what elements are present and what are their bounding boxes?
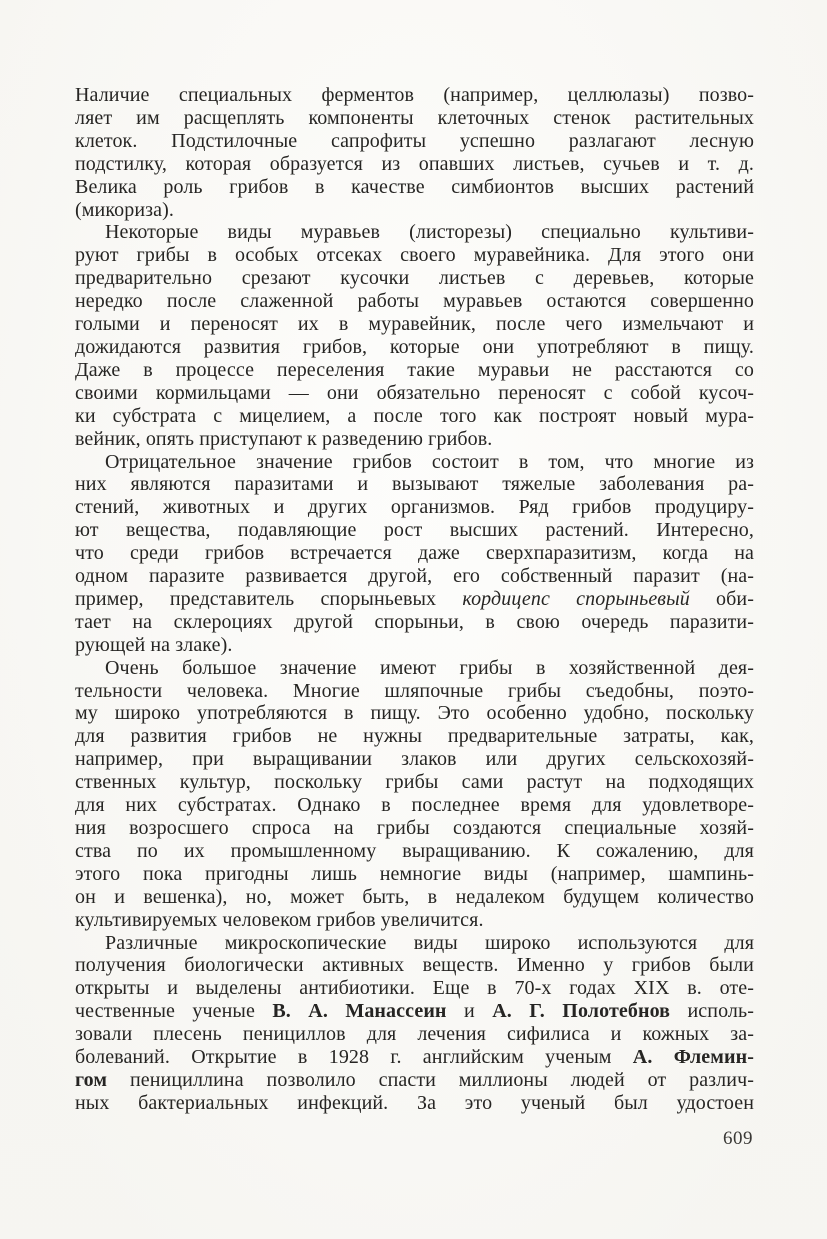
text-segment: оби- [689, 587, 754, 610]
text-segment: для них субстратах. Однако в последнее время для удовлетворе- [75, 794, 754, 817]
text-segment: Некоторые виды муравьев (листорезы) специально культиви- [105, 221, 754, 244]
text-segment: получения биологически активных веществ. Именно у грибов были [75, 954, 754, 977]
text-line [75, 932, 754, 955]
text-line [75, 199, 754, 222]
text-line [75, 977, 754, 1000]
text-segment: (микориза). [75, 198, 174, 221]
text-line [75, 1092, 754, 1115]
text-segment: этого пока пригодны лишь немногие виды (например, шампинь- [75, 862, 754, 885]
text-segment: дожидаются развития грибов, которые они употребляют в пищу. [75, 335, 754, 358]
text-segment: Очень большое значение имеют грибы в хозяйственной дея- [105, 656, 754, 679]
text-segment: Отрицательное значение грибов состоит в том, что многие из [105, 450, 754, 473]
text-line [75, 702, 754, 725]
text-segment: например, при выращивании злаков или других сельскохозяй- [75, 748, 754, 771]
page-number: 609 [723, 1128, 753, 1149]
text-segment: ных бактериальных инфекций. За это ученый был удостоен [75, 1091, 754, 1114]
text-segment: предварительно срезают кусочки листьев с деревьев, которые [75, 267, 754, 290]
text-segment: них являются паразитами и вызывают тяжелые заболевания ра- [75, 473, 754, 496]
text-segment: одном паразите развивается другой, его собственный паразит (на- [75, 565, 754, 588]
body-text [75, 84, 754, 1115]
text-segment: Даже в процессе переселения такие муравьи не расстаются со [75, 358, 754, 381]
text-segment: вейник, опять приступают к разведению грибов. [75, 427, 493, 450]
text-line [75, 1000, 754, 1023]
text-segment: и [446, 1000, 493, 1023]
text-line [75, 886, 754, 909]
text-line [75, 336, 754, 359]
text-segment: болеваний. Открытие в 1928 г. английским ученым [75, 1046, 633, 1069]
text-line [75, 748, 754, 771]
text-segment: ляет им расщеплять компоненты клеточных стенок растительных [75, 106, 754, 129]
text-line [75, 267, 754, 290]
text-segment: ки субстрата с мицелием, а после того как построят новый мура- [75, 404, 754, 427]
text-segment: руют грибы в особых отсеках своего муравейника. Для этого они [75, 244, 754, 267]
text-segment: клеток. Подстилочные сапрофиты успешно разлагают лесную [75, 129, 754, 152]
text-segment: что среди грибов встречается даже сверхпаразитизм, когда на [75, 542, 754, 565]
text-segment: А. Флемин- [632, 1046, 754, 1069]
text-line [75, 565, 754, 588]
text-segment: стений, животных и других организмов. Ряд грибов продуциру- [75, 496, 754, 519]
text-segment: своими кормильцами — они обязательно переносят с собой кусоч- [75, 381, 754, 404]
text-line [75, 725, 754, 748]
text-segment: ственных культур, поскольку грибы сами растут на подходящих [75, 771, 754, 794]
text-line [75, 680, 754, 703]
text-segment: Различные микроскопические виды широко используются для [105, 931, 754, 954]
text-line [75, 107, 754, 130]
text-line [75, 542, 754, 565]
text-line [75, 153, 754, 176]
text-line [75, 794, 754, 817]
text-segment: Наличие специальных ферментов (например, целлюлазы) позво- [75, 84, 754, 106]
text-line [75, 313, 754, 336]
text-segment: ства по их промышленному выращиванию. К сожалению, для [75, 839, 754, 862]
text-segment: для развития грибов не нужны предварительные затраты, как, [75, 725, 754, 748]
text-line [75, 473, 754, 496]
text-segment: подстилку, которая образуется из опавших листьев, сучьев и т. д. [75, 152, 754, 175]
text-line [75, 1046, 754, 1069]
text-line [75, 428, 754, 451]
text-segment: нередко после слаженной работы муравьев остаются совершенно [75, 290, 754, 313]
text-segment: голыми и переносят их в муравейник, после чего измельчают и [75, 313, 754, 336]
text-segment: рующей на злаке). [75, 633, 233, 656]
text-line [75, 519, 754, 542]
text-line [75, 657, 754, 680]
text-line [75, 817, 754, 840]
text-line [75, 176, 754, 199]
text-line [75, 1023, 754, 1046]
text-segment: кордицепс спорыньевый [462, 587, 690, 610]
text-line [75, 954, 754, 977]
text-line [75, 221, 754, 244]
text-segment: пенициллина позволило спасти миллионы людей от различ- [107, 1068, 754, 1091]
text-segment: зовали плесень пенициллов для лечения сифилиса и кожных за- [75, 1023, 754, 1046]
text-segment: открыты и выделены антибиотики. Еще в 70-х годах XIX в. оте- [75, 977, 754, 1000]
text-line [75, 611, 754, 634]
text-line [75, 863, 754, 886]
text-segment: В. А. Манассеин [272, 1000, 447, 1023]
text-segment: му широко употребляются в пищу. Это особенно удобно, поскольку [75, 702, 754, 725]
text-line [75, 771, 754, 794]
text-segment: гом [75, 1068, 108, 1091]
text-line [75, 290, 754, 313]
text-line [75, 382, 754, 405]
text-line [75, 244, 754, 267]
text-segment: он и вешенка), но, может быть, в недалеком будущем количество [75, 885, 754, 908]
text-segment: ют вещества, подавляющие рост высших растений. Интересно, [75, 519, 754, 542]
text-line [75, 909, 754, 932]
text-line [75, 840, 754, 863]
text-segment: ния возросшего спроса на грибы создаются специальные хозяй- [75, 817, 754, 839]
text-line [75, 1069, 754, 1092]
text-line [75, 84, 754, 107]
text-segment: тельности человека. Многие шляпочные грибы съедобны, поэто- [75, 679, 754, 702]
text-line [75, 634, 754, 657]
text-segment: чественные ученые [75, 1000, 273, 1023]
text-line [75, 496, 754, 519]
text-segment: культивируемых человеком грибов увеличится. [75, 908, 484, 931]
text-line [75, 451, 754, 474]
text-line [75, 359, 754, 382]
text-line [75, 405, 754, 428]
text-line [75, 588, 754, 611]
text-segment: Велика роль грибов в качестве симбионтов высших растений [75, 175, 754, 198]
text-line [75, 130, 754, 153]
text-segment: тает на склероциях другой спорыньи, в свою очередь паразити- [75, 610, 754, 633]
text-segment: пример, представитель спорыньевых [75, 587, 463, 610]
text-segment: А. Г. Полотебнов [492, 1000, 671, 1023]
text-segment: исполь- [670, 1000, 754, 1023]
